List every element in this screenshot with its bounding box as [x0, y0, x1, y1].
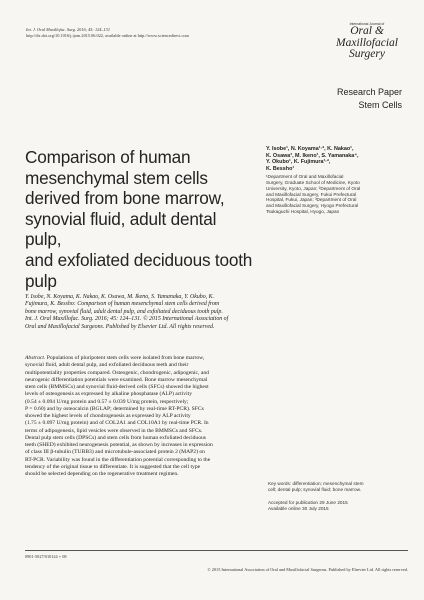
- affiliation-line: Tsukaguchi Hospital, Hyogo, Japan: [266, 209, 340, 215]
- title-line: mesenchymal stem cells: [25, 167, 208, 188]
- abstract-line: RT-PCR. Variability was found in the differentiation potential corresponding to the: [25, 456, 211, 463]
- publication-dates: [268, 500, 408, 512]
- abstract-line: P = 0.60) and by osteocalcin (BGLAP; determined by real-time RT-PCR). SFCs: [25, 405, 204, 412]
- doi-line: http://dx.doi.org/10.1016/j.ijom.2015.06.022, available online at http://www.sciencedirect.com: [26, 32, 189, 38]
- issn-line: 0901-5027/010124 + 08: [25, 554, 67, 559]
- journal-logo-line2: Oral &: [350, 25, 384, 37]
- author-line: Y. Okubo¹, K. Fujimura¹·²,: [266, 159, 331, 166]
- abstract-line: showed the highest levels of chondrogenesis as expressed by ALP activity: [25, 413, 191, 419]
- keywords-line: Key words: differentiation; mesenchymal stem: [268, 481, 364, 486]
- citation-line: Int. J. Oral Maxillofac. Surg. 2016; 45: 124–131. © 2015 International Association of: [25, 316, 229, 323]
- journal-logo-line3: Maxillofacial: [336, 36, 398, 49]
- journal-header: [26, 27, 266, 38]
- affiliation-line: University, Kyoto, Japan; ²Department of Oral: [266, 185, 361, 191]
- abstract-line: Dental pulp stem cells (DPSCs) and stem cells from human exfoliated deciduous: [25, 434, 206, 441]
- author-list: [266, 146, 406, 173]
- title-line: synovial fluid, adult dental pulp,: [25, 208, 217, 250]
- abstract-line: should be selected depending on the regenerative treatment regimen.: [25, 471, 179, 477]
- citation-block: [25, 294, 257, 331]
- title-line: and exfoliated deciduous tooth: [25, 249, 253, 270]
- article-topic: Stem Cells: [358, 100, 402, 110]
- article-title: [25, 147, 257, 291]
- citation-line: Fujimura, K. Bessho: Comparison of human mesenchymal stem cells derived from: [25, 301, 220, 308]
- affiliation-line: Surgery, Graduate School of Medicine, Kyoto: [266, 179, 360, 185]
- title-line: Comparison of human: [25, 147, 191, 167]
- abstract-line: neurogenic differentiation potentials were examined. Bone marrow mesenchymal: [25, 376, 208, 383]
- abstract-line: tendency of the original tissue to differentiate. It is suggested that the cell type: [25, 463, 201, 470]
- journal-logo-line4: Surgery: [349, 48, 385, 60]
- online-date: Available online 30 July 2015: [268, 505, 329, 511]
- abstract-line: (0.54 ± 0.094 U/mg protein and 0.57 ± 0.039 U/mg protein, respectively;: [25, 398, 189, 405]
- affiliation-line: Hospital, Fukui, Japan; ³Department of Oral: [266, 197, 357, 203]
- citation-line: Oral and Maxillofacial Surgeons. Published by Elsevier Ltd. All rights reserved.: [25, 323, 215, 330]
- abstract: [25, 355, 257, 478]
- affiliations: [266, 174, 406, 215]
- citation-line: Y. Isobe, N. Koyama, K. Nakao, K. Osawa, M. Ikeno, S. Yamanaka, Y. Okubo, K.: [25, 294, 214, 300]
- abstract-line: of class III β-tubulin (TUBB3) and microtubule-associated protein 2 (MAP2) on: [25, 449, 205, 456]
- copyright-line: © 2015 International Association of Oral and Maxillofacial Surgeons. Published by Elsevier Ltd. All rights reserved.: [207, 567, 408, 572]
- author-line: Y. Isobe¹, N. Koyama¹·², K. Nakao¹,: [266, 146, 354, 152]
- article-type: Research Paper: [336, 87, 402, 97]
- title-line: pulp: [25, 270, 57, 291]
- abstract-line: terms of adipogenesis, lipid vesicles were observed in the BMMSCs and SFCs.: [25, 427, 203, 434]
- author-line: K. Bessho¹: [266, 166, 295, 173]
- keywords-line: cell; dental pulp; synovial fluid; bone marrow.: [268, 486, 362, 492]
- affiliation-line: ¹Department of Oral and Maxillofacial: [266, 174, 344, 179]
- title-line: derived from bone marrow,: [25, 188, 225, 209]
- abstract-line: stem cells (BMMSCs) and synovial fluid-derived cells (SFCs) showed the highest: [25, 384, 209, 390]
- journal-citation: Int. J. Oral Maxillofac. Surg. 2016; 45: 124–131: [26, 27, 110, 32]
- accepted-date: Accepted for publication 29 June 2015: [268, 500, 348, 505]
- abstract-line: synovial fluid, adult dental pulp, and exfoliated deciduous teeth and their: [25, 362, 189, 369]
- abstract-line: Abstract. Populations of pluripotent stem cells were isolated from bone marrow,: [25, 355, 205, 361]
- abstract-line: multipotentiality properties compared. Osteogenic, chondrogenic, adipogenic, and: [25, 369, 209, 376]
- citation-line: bone marrow, synovial fluid, adult dental pulp, and exfoliated deciduous tooth pulp.: [25, 308, 223, 315]
- affiliation-line: and Maxillofacial Surgery, Fukui Prefectural: [266, 191, 357, 197]
- journal-logo-line1: International Journal of: [349, 22, 385, 26]
- abstract-line: levels of osteogenesis as expressed by alkaline phosphatase (ALP) activity: [25, 391, 192, 398]
- footer-rule: [25, 550, 408, 551]
- abstract-line: (1.75 ± 0.097 U/mg protein) and of COL2A1 and COL10A1 by real-time PCR. In: [25, 420, 209, 427]
- abstract-line: teeth (SHED) exhibited neurogenesis potential, as shown by increases in expression: [25, 442, 213, 448]
- section-heading: [270, 86, 402, 112]
- author-line: K. Osawa³, M. Ikeno¹, S. Yamanaka⁴,: [266, 152, 359, 159]
- journal-logo: [330, 22, 404, 61]
- abstract-label: Abstract.: [25, 355, 46, 361]
- keywords: [268, 481, 408, 493]
- affiliation-line: and Maxillofacial Surgery, Hyogo Prefectural: [266, 203, 359, 209]
